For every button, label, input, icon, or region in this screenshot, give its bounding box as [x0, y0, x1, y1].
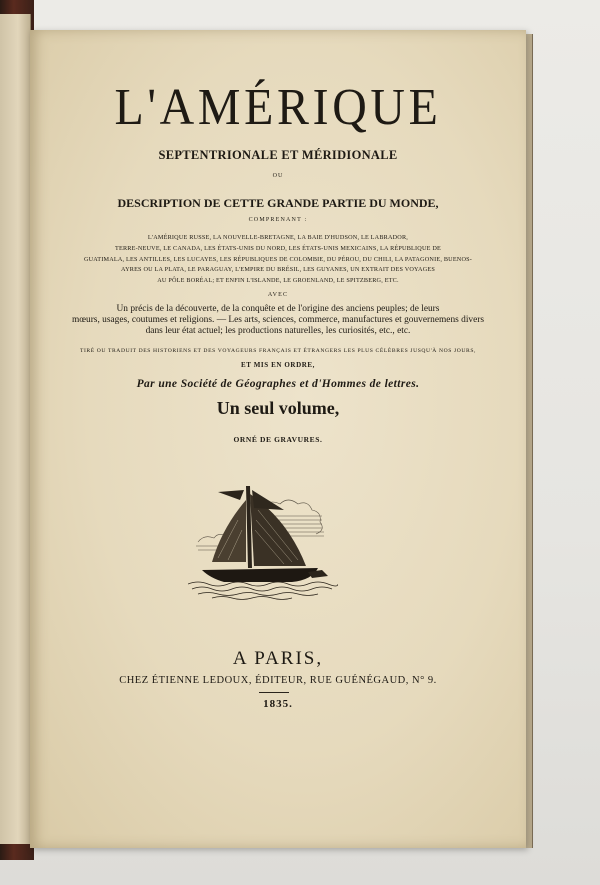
- regions-line: GUATIMALA, LES ANTILLES, LES LUCAYES, LES RÉPUBLIQUES DE COLOMBIE, DU PÉROU, DU CHILI, LA PATAGONIE, BUENOS-: [83, 255, 473, 263]
- title-page: [30, 30, 526, 848]
- comprenant-label: COMPRENANT :: [248, 217, 308, 223]
- divider: [259, 692, 289, 693]
- sailing-ship-icon: [188, 480, 338, 600]
- conjunction-ou: OU: [272, 173, 284, 179]
- authors-line: Par une Société de Géographes et d'Hommes de lettres.: [136, 378, 420, 390]
- regions-line: L'AMÉRIQUE RUSSE, LA NOUVELLE-BRETAGNE, LA BAIE D'HUDSON, LE LABRADOR,: [147, 234, 409, 241]
- description-line: DESCRIPTION DE CETTE GRANDE PARTIE DU MONDE,: [117, 196, 439, 210]
- cover-edge: [0, 14, 31, 844]
- publisher-line: CHEZ ÉTIENNE LEDOUX, ÉDITEUR, RUE GUÉNÉGAUD, N° 9.: [119, 675, 437, 686]
- summary-line: mœurs, usages, coutumes et religions. — Les arts, sciences, commerce, manufactures et gouvernemens divers: [71, 315, 485, 325]
- regions-list: [58, 233, 498, 287]
- illustrated-line: ORNÉ DE GRAVURES.: [233, 435, 323, 444]
- summary-line: Un précis de la découverte, de la conquête et de l'origine des anciens peuples; de leurs: [116, 304, 440, 314]
- ordre-line: ET MIS EN ORDRE,: [240, 361, 316, 369]
- place-of-publication: A PARIS,: [232, 648, 324, 669]
- source-line: TIRÉ OU TRADUIT DES HISTORIENS ET DES VOYAGEURS FRANÇAIS ET ÉTRANGERS LES PLUS CÉLÈBRES JUSQU'À NOS JOURS,: [79, 348, 477, 354]
- regions-line: AYRES OU LA PLATA, LE PARAGUAY, L'EMPIRE DU BRÉSIL, LES GUYANES, UN EXTRAIT DES VOYAGES: [120, 266, 435, 274]
- regions-line: TERRE-NEUVE, LE CANADA, LES ÉTATS-UNIS DU NORD, LES ÉTATS-UNIS MEXICAINS, LA RÉPUBLIQUE DE: [114, 244, 442, 252]
- regions-line: AU PÔLE BORÉAL; ET ENFIN L'ISLANDE, LE GROENLAND, LE SPITZBERG, ETC.: [157, 277, 399, 285]
- subtitle: SEPTENTRIONALE ET MÉRIDIONALE: [158, 148, 398, 162]
- publication-year: 1835.: [263, 698, 293, 710]
- avec-label: AVEC: [267, 292, 289, 298]
- summary-line: dans leur état actuel; les productions naturelles, les curiosités, etc., etc.: [145, 326, 411, 336]
- summary-text: [62, 304, 494, 337]
- book-title: L'AMÉRIQUE: [114, 79, 442, 136]
- volume-line: Un seul volume,: [216, 398, 340, 418]
